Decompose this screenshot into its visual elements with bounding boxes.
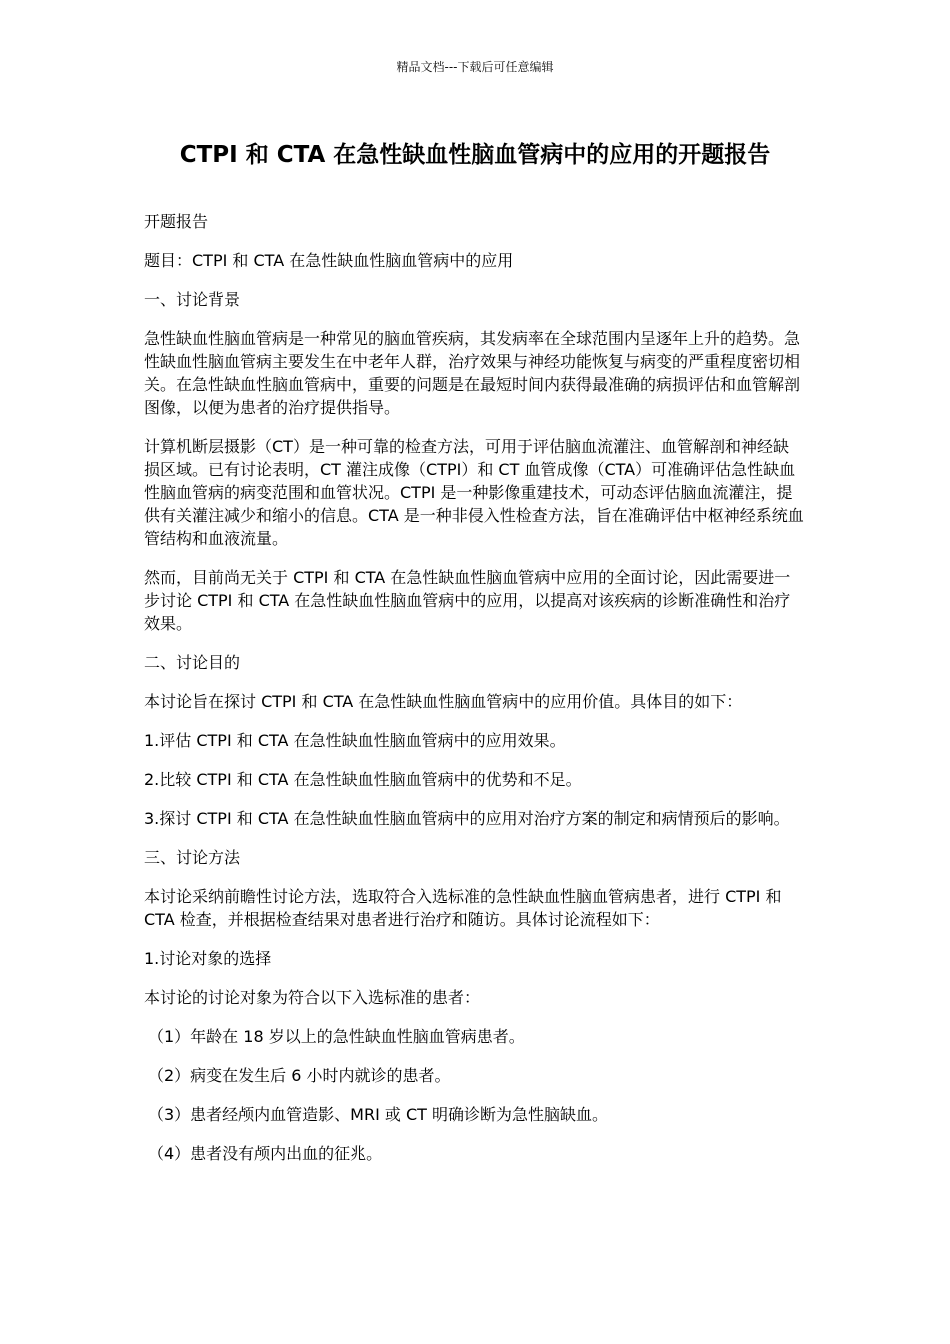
criteria-item: （2）病变在发生后 6 小时内就诊的患者。: [148, 1066, 451, 1085]
criteria-item: （3）患者经颅内血管造影、MRI 或 CT 明确诊断为急性脑缺血。: [148, 1105, 609, 1124]
section-heading-background: 一、讨论背景: [144, 290, 241, 309]
list-item: 2.比较 CTPI 和 CTA 在急性缺血性脑血管病中的优势和不足。: [144, 770, 582, 789]
section-label: 开题报告: [144, 212, 209, 231]
paragraph: 急性缺血性脑血管病是一种常见的脑血管疾病，其发病率在全球范围内呈逐年上升的趋势。急性缺血性脑血管病主要发生在中老年人群，治疗效果与神经功能恢复与病变的严重程度密切相关。在急性缺血性脑血管病中，重要的问题是在最短时间内获得最准确的病损评估和血管解剖图像，以便为患者的治疗提供指导。: [144, 329, 801, 417]
list-item: 3.探讨 CTPI 和 CTA 在急性缺血性脑血管病中的应用对治疗方案的制定和病情预后的影响。: [144, 809, 790, 828]
section-heading-method: 三、讨论方法: [144, 848, 241, 867]
paragraph: 本讨论采纳前瞻性讨论方法，选取符合入选标准的急性缺血性脑血管病患者，进行 CTPI 和 CTA 检查，并根据检查结果对患者进行治疗和随访。具体讨论流程如下：: [144, 887, 782, 929]
criteria-item: （1）年龄在 18 岁以上的急性缺血性脑血管病患者。: [148, 1027, 525, 1046]
paragraph: 然而，目前尚无关于 CTPI 和 CTA 在急性缺血性脑血管病中应用的全面讨论，因此需要进一步讨论 CTPI 和 CTA 在急性缺血性脑血管病中的应用，以提高对该疾病的诊断准确性和治疗效果。: [144, 568, 791, 633]
header-note: 精品文档---下载后可任意编辑: [396, 60, 554, 74]
document-body: [144, 210, 804, 1181]
criteria-item: （4）患者没有颅内出血的征兆。: [148, 1144, 383, 1163]
paragraph: 本讨论旨在探讨 CTPI 和 CTA 在急性缺血性脑血管病中的应用价值。具体目的如下：: [144, 692, 743, 711]
paragraph: 本讨论的讨论对象为符合以下入选标准的患者：: [144, 988, 481, 1007]
paragraph: 计算机断层摄影（CT）是一种可靠的检查方法，可用于评估脑血流灌注、血管解剖和神经缺损区域。已有讨论表明，CT 灌注成像（CTPI）和 CT 血管成像（CTA）可准确评估急性缺血性脑血管病的病变范围和血管状况。CTPI 是一种影像重建技术，可动态评估脑血流灌注，提供有关灌注减少和缩小的信息。CTA 是一种非侵入性检查方法，旨在准确评估中枢神经系统血管结构和血液流量。: [144, 437, 804, 548]
topic-line: 题目：CTPI 和 CTA 在急性缺血性脑血管病中的应用: [144, 251, 514, 270]
list-item: 1.评估 CTPI 和 CTA 在急性缺血性脑血管病中的应用效果。: [144, 731, 566, 750]
section-heading-purpose: 二、讨论目的: [144, 653, 241, 672]
subheading: 1.讨论对象的选择: [144, 949, 272, 968]
document-title: CTPI 和 CTA 在急性缺血性脑血管病中的应用的开题报告: [179, 142, 771, 168]
